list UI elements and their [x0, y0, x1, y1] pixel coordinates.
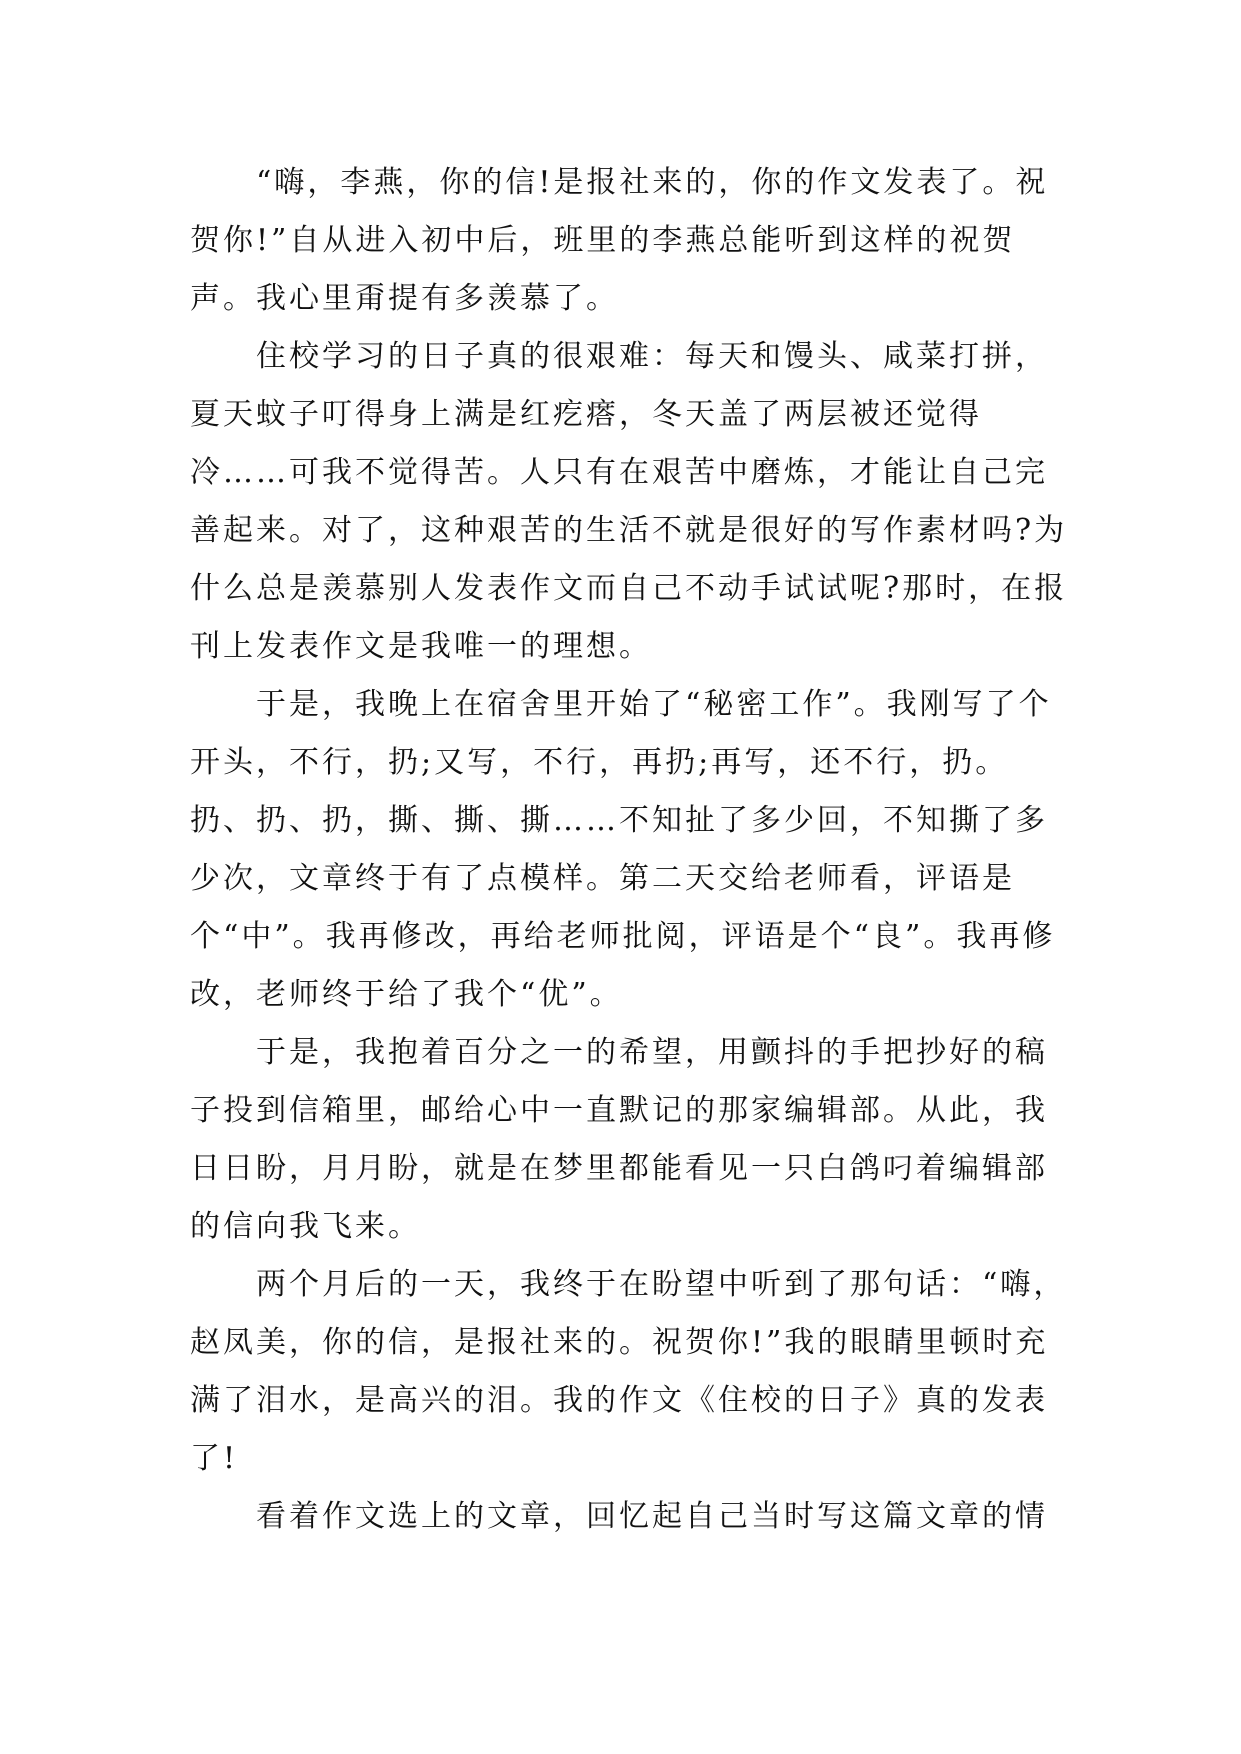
paragraph-3: 于是，我晚上在宿舍里开始了“秘密工作”。我刚写了个开头，不行，扔;又写，不行，再扔;再写，还不行，扔。扔、扔、扔，撕、撕、撕……不知扯了多少回，不知撕了多少次，文章终于有了点模样。第二天交给老师看，评语是个“中”。我再修改，再给老师批阅，评语是个“良”。我再修改，老师终于给了我个“优”。: [190, 687, 1056, 1012]
paragraph-6: 看着作文选上的文章，回忆起自己当时写这篇文章的情: [256, 1499, 1048, 1534]
paragraph-1: “嗨，李燕，你的信!是报社来的，你的作文发表了。祝贺你!”自从进入初中后，班里的李燕总能听到这样的祝贺声。我心里甭提有多羡慕了。: [190, 165, 1049, 316]
paragraph-4: 于是，我抱着百分之一的希望，用颤抖的手把抄好的稿子投到信箱里，邮给心中一直默记的那家编辑部。从此，我日日盼，月月盼，就是在梦里都能看见一只白鸽叼着编辑部的信向我飞来。: [190, 1035, 1048, 1244]
paragraph-2: 住校学习的日子真的很艰难：每天和馒头、咸菜打拼，夏天蚊子叮得身上满是红疙瘩，冬天盖了两层被还觉得冷……可我不觉得苦。人只有在艰苦中磨炼，才能让自己完善起来。对了，这种艰苦的生活不就是很好的写作素材吗?为什么总是羡慕别人发表作文而自己不动手试试呢?那时，在报刊上发表作文是我唯一的理想。: [190, 339, 1068, 664]
article-body: [190, 154, 1070, 1546]
paragraph-5: 两个月后的一天，我终于在盼望中听到了那句话：“嗨，赵凤美，你的信，是报社来的。祝贺你!”我的眼睛里顿时充满了泪水，是高兴的泪。我的作文《住校的日子》真的发表了!: [190, 1267, 1067, 1476]
